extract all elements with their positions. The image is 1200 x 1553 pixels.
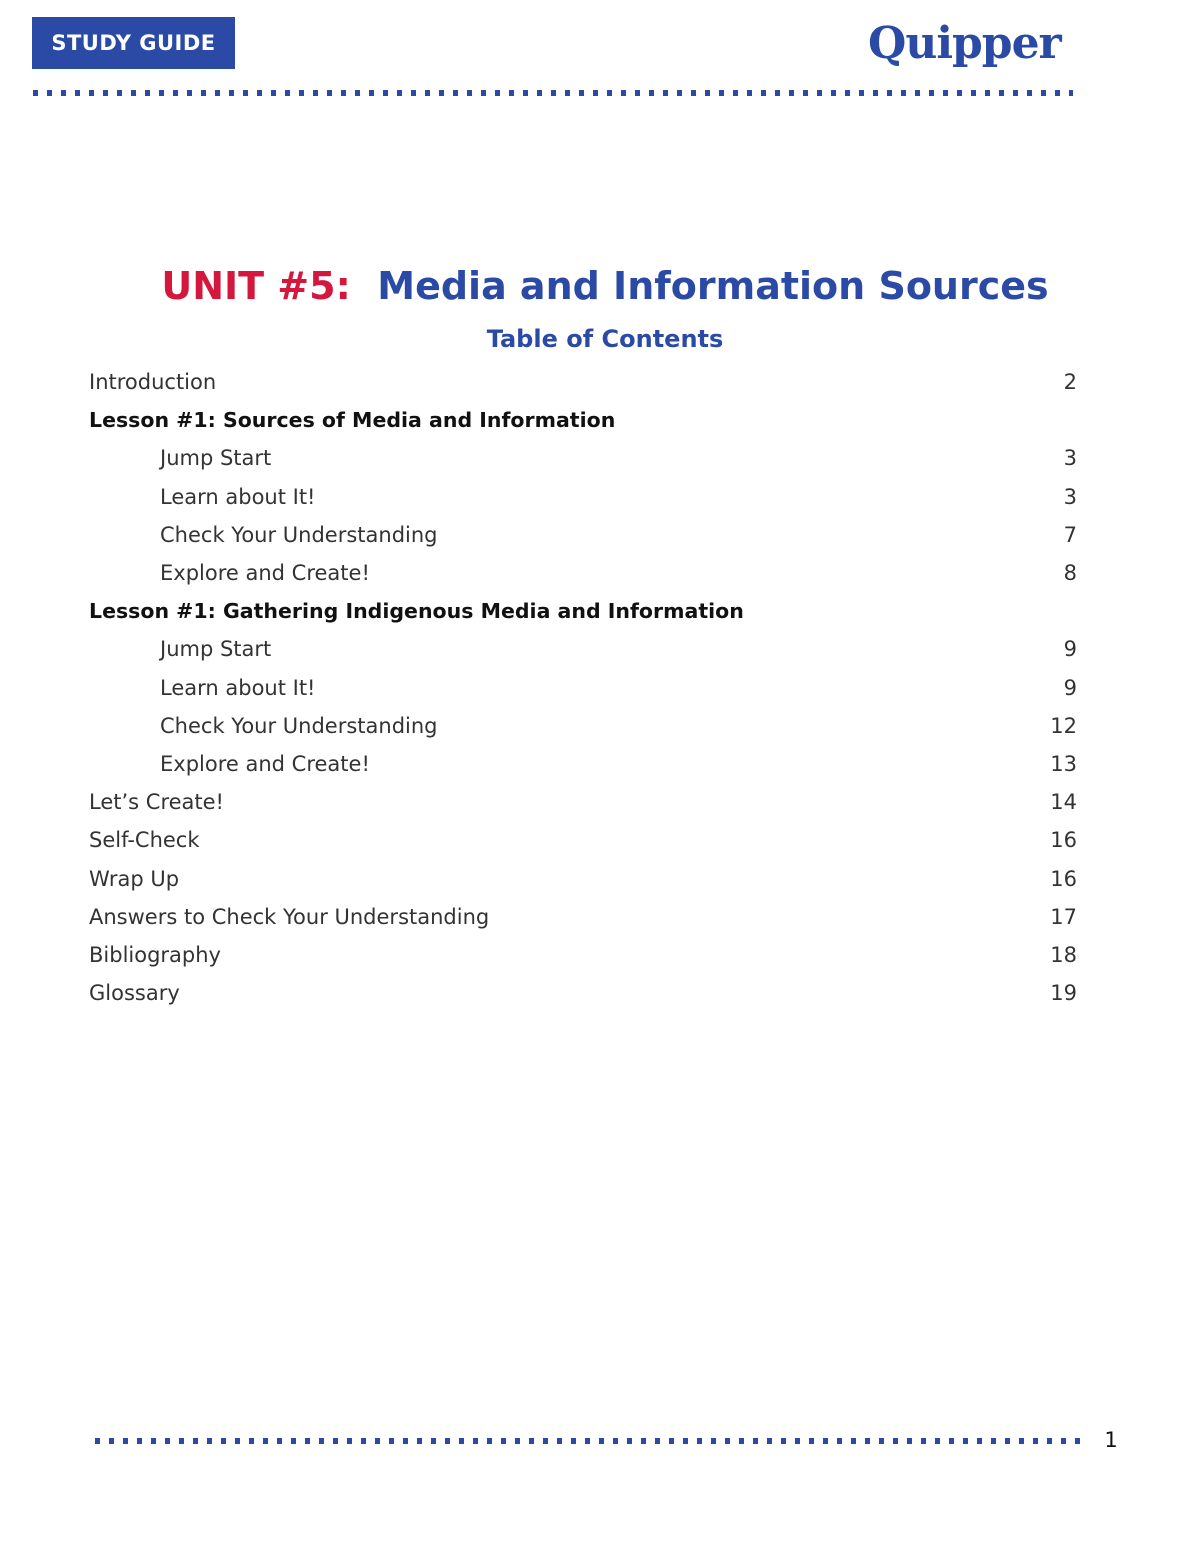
- toc-page: 14: [1050, 790, 1077, 815]
- table-of-contents: [89, 363, 1077, 1012]
- toc-row[interactable]: [89, 898, 1077, 936]
- toc-page: 9: [1063, 675, 1077, 700]
- toc-page: 3: [1063, 446, 1077, 471]
- toc-label: Explore and Create!: [160, 561, 370, 586]
- toc-row-sub[interactable]: [89, 439, 1077, 477]
- toc-row-lesson[interactable]: [89, 401, 1077, 439]
- toc-page: 17: [1050, 904, 1077, 929]
- toc-page: 16: [1050, 866, 1077, 891]
- toc-row-sub[interactable]: [89, 745, 1077, 783]
- toc-label: Explore and Create!: [160, 751, 370, 776]
- footer-dotted-divider: [95, 1438, 1085, 1444]
- toc-label: Self-Check: [89, 828, 200, 853]
- toc-page: 9: [1063, 637, 1077, 662]
- unit-number: UNIT #5:: [161, 264, 351, 308]
- toc-page: 8: [1063, 561, 1077, 586]
- toc-row-sub[interactable]: [89, 630, 1077, 668]
- toc-label: Jump Start: [160, 446, 272, 471]
- toc-label: Lesson #1: Gathering Indigenous Media and Information: [89, 599, 744, 624]
- toc-label: Lesson #1: Sources of Media and Information: [89, 408, 616, 433]
- study-guide-badge: STUDY GUIDE: [32, 17, 235, 69]
- unit-title: [0, 264, 1200, 308]
- toc-row-sub[interactable]: [89, 669, 1077, 707]
- toc-label: Let’s Create!: [89, 790, 224, 815]
- toc-page: 3: [1063, 484, 1077, 509]
- unit-name: Media and Information Sources: [377, 264, 1049, 308]
- toc-label: Wrap Up: [89, 866, 180, 891]
- toc-label: Introduction: [89, 370, 217, 395]
- toc-label: Jump Start: [160, 637, 272, 662]
- toc-page: 2: [1063, 370, 1077, 395]
- toc-label: Glossary: [89, 981, 180, 1006]
- toc-page: 13: [1050, 751, 1077, 776]
- toc-row[interactable]: [89, 783, 1077, 821]
- toc-row-sub[interactable]: [89, 707, 1077, 745]
- quipper-logo: Quipper: [868, 18, 1061, 69]
- toc-row-sub[interactable]: [89, 516, 1077, 554]
- toc-page: 12: [1050, 713, 1077, 738]
- toc-label: Learn about It!: [160, 484, 316, 509]
- toc-row-sub[interactable]: [89, 554, 1077, 592]
- toc-page: 16: [1050, 828, 1077, 853]
- toc-page: 18: [1050, 942, 1077, 967]
- toc-label: Check Your Understanding: [160, 522, 438, 547]
- toc-heading: Table of Contents: [486, 325, 724, 353]
- toc-label: Bibliography: [89, 942, 221, 967]
- toc-row[interactable]: [89, 363, 1077, 401]
- header-dotted-divider: [33, 90, 1073, 96]
- page-number: 1: [1104, 1428, 1118, 1452]
- toc-page: 7: [1063, 522, 1077, 547]
- toc-row[interactable]: [89, 974, 1077, 1012]
- toc-page: 19: [1050, 981, 1077, 1006]
- toc-label: Learn about It!: [160, 675, 316, 700]
- toc-row[interactable]: [89, 821, 1077, 859]
- toc-label: Check Your Understanding: [160, 713, 438, 738]
- toc-row-sub[interactable]: [89, 478, 1077, 516]
- toc-row-lesson[interactable]: [89, 592, 1077, 630]
- toc-label: Answers to Check Your Understanding: [89, 904, 490, 929]
- toc-row[interactable]: [89, 936, 1077, 974]
- toc-row[interactable]: [89, 859, 1077, 897]
